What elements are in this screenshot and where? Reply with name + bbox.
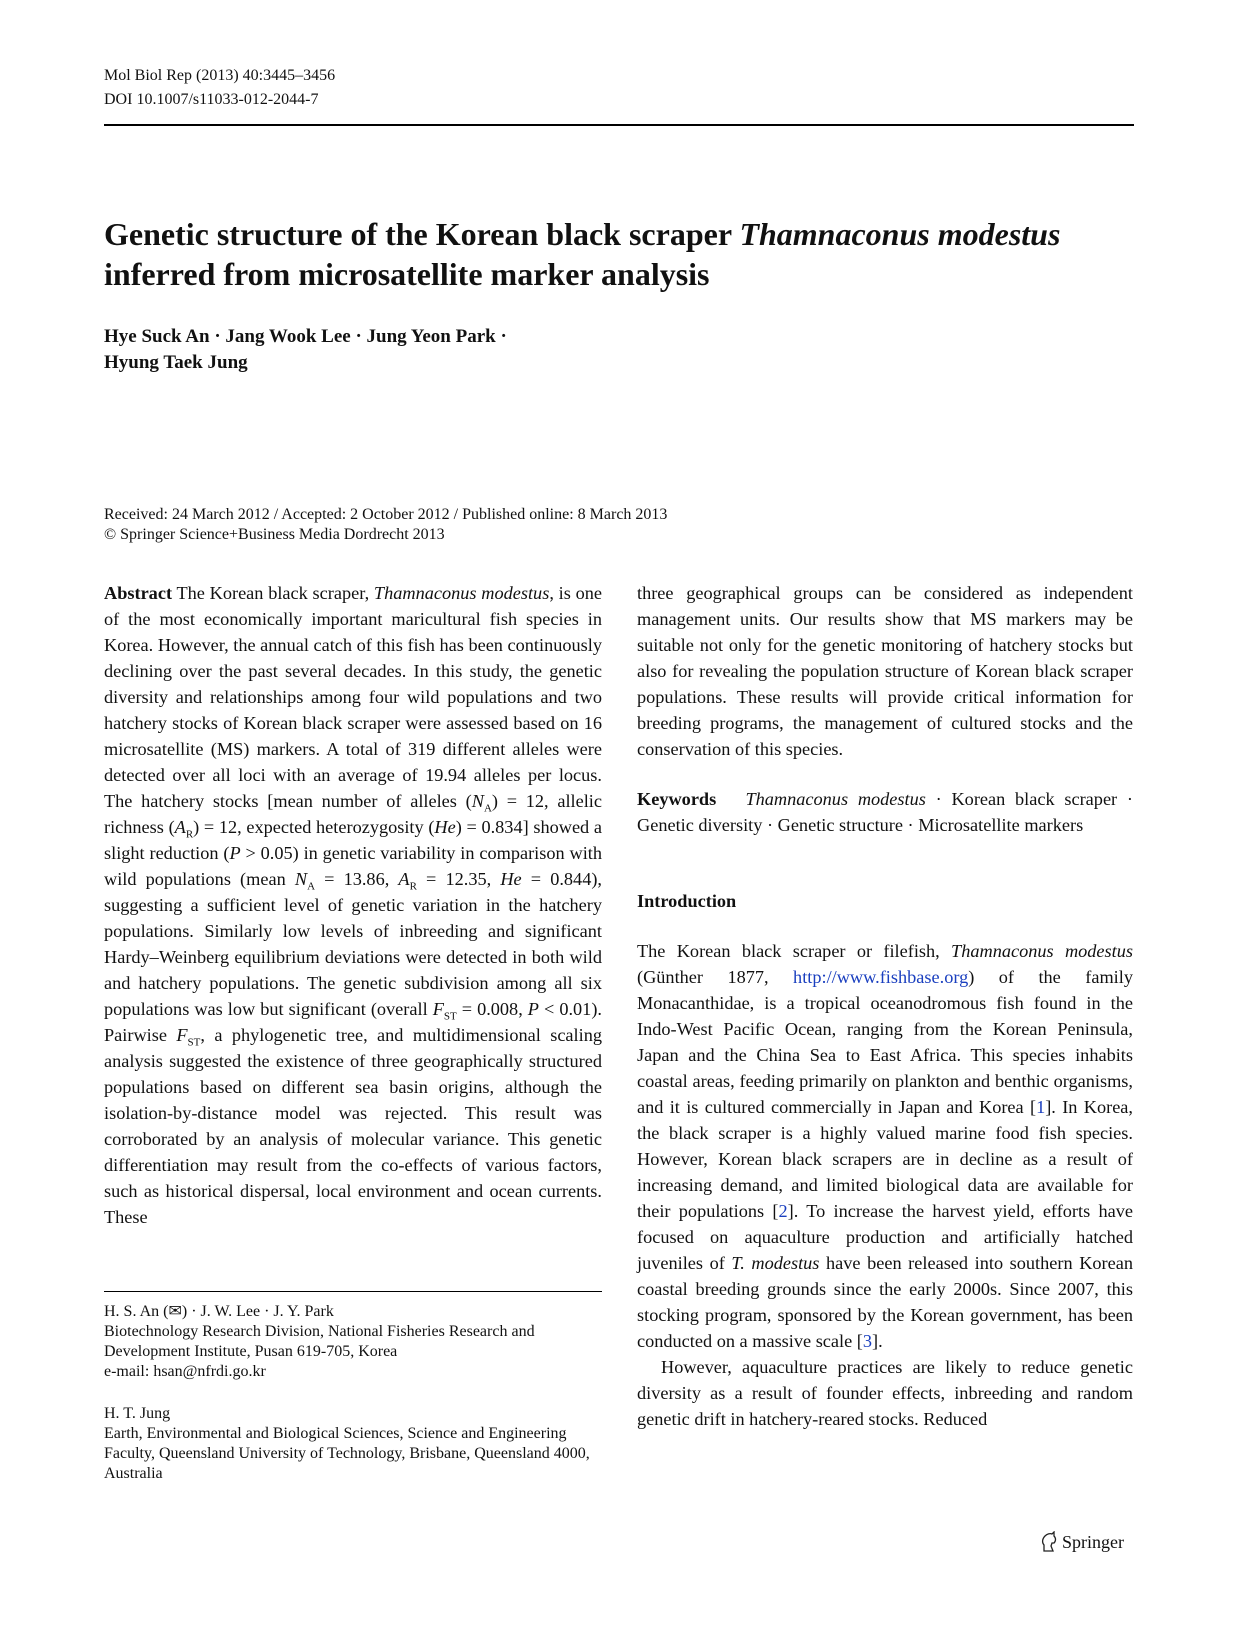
email: e-mail: hsan@nfrdi.go.kr [104, 1363, 266, 1380]
publisher-name: Springer [1062, 1532, 1124, 1552]
ref-link-3[interactable]: 3 [862, 1331, 873, 1351]
journal-citation: Mol Biol Rep (2013) 40:3445–3456 [104, 67, 336, 84]
intro-paragraph-2: However, aquaculture practices are likely to reduce genetic diversity as a result of founder effects, inbreeding and random genetic drift in hatchery-reared stocks. Reduced [637, 1357, 1133, 1429]
paper-title: Genetic structure of the Korean black scraper Thamnaconus modestus inferred from microsatellite marker analysis [104, 216, 1061, 292]
right-column [637, 580, 1133, 1432]
doi: DOI 10.1007/s11033-012-2044-7 [104, 91, 319, 108]
springer-horse-icon [1040, 1531, 1058, 1553]
section-heading-introduction: Introduction [637, 891, 737, 911]
left-column [104, 580, 602, 1230]
keywords: Keywords Thamnaconus modestus · Korean black scraper · Genetic diversity · Genetic structure · Microsatellite markers [637, 789, 1133, 835]
affiliation-1: H. S. An (✉) · J. W. Lee · J. Y. Park Biotechnology Research Division, National Fisheries Research and Development Institute, Pusan 619-705, Korea e-mail: hsan@nfrdi.go.kr [104, 1302, 602, 1382]
article-history [104, 505, 667, 545]
publication-dates: Received: 24 March 2012 / Accepted: 2 October 2012 / Published online: 8 March 2013 [104, 506, 668, 523]
author-list: Hye Suck An · Jang Wook Lee · Jung Yeon Park · Hyung Taek Jung [104, 326, 507, 373]
header-rule [104, 124, 1134, 126]
footnote-rule [104, 1291, 602, 1292]
publisher-logo [1040, 1530, 1124, 1554]
fishbase-link[interactable]: http://www.fishbase.org [793, 967, 969, 987]
ref-link-2[interactable]: 2 [778, 1201, 788, 1221]
abstract-continued: three geographical groups can be considered as independent management units. Our results show that MS markers may be suitable not only for the genetic monitoring of hatchery stocks but also for revealing the population structure of Korean black scraper populations. These results will provide critical information for breeding programs, the management of cultured stocks and the conservation of this species. [637, 583, 1133, 759]
abstract: Abstract The Korean black scraper, Thamnaconus modestus, is one of the most economically important maricultural fish species in Korea. However, the annual catch of this fish has been continuously declining over the past several decades. In this study, the genetic diversity and relationships among four wild populations and two hatchery stocks of Korean black scraper were assessed based on 16 microsatellite (MS) markers. A total of 319 different alleles were detected over all loci with an average of 19.94 alleles per locus. The hatchery stocks [mean number of alleles $(N_A) = 12$, allelic richness $(A_R) = 12$, expected heterozygosity (He) = 0.834] showed a slight reduction (P > 0.05) in genetic variability in comparison with wild populations (mean $N_A = 13.86$, $A_R = 12.35$, He = 0.844), suggesting a sufficient level of genetic variation in the hatchery populations. Similarly low levels of inbreeding and significant Hardy–Weinberg equilibrium deviations were detected in both wild and hatchery populations. The genetic subdivision among all six populations was low but significant (overall $F_{ST} = 0.008$, P < 0.01). Pairwise $F_{ST}$, a phylogenetic tree, and multidimensional scaling analysis suggested the existence of three geographically structured populations based on different sea basin origins, although the isolation-by-distance model was rejected. This result was corroborated by an analysis of molecular variance. This genetic differentiation may result from the co-effects of various factors, such as historical dispersal, local environment and ocean currents. These [104, 583, 603, 1227]
intro-paragraph-1: The Korean black scraper or filefish, Thamnaconus modestus (Günther 1877, http://www.fishbase.org) of the family Monacanthidae, is a tropical oceanodromous fish found in the Indo-West Pacific Ocean, ranging from the Korean Peninsula, Japan and the China Sea to East Africa. This species inhabits coastal areas, feeding primarily on plankton and benthic organisms, and it is cultured commercially in Japan and Korea [1]. In Korea, the black scraper is a highly valued marine food fish species. However, Korean black scrapers are in decline as a result of increasing demand, and limited biological data are available for their populations [2]. To increase the harvest yield, efforts have focused on aquaculture production and artificially hatched juveniles of T. modestus have been released into southern Korean coastal breeding grounds since the early 2000s. Since 2007, this stocking program, sponsored by the Korean government, has been conducted on a massive scale [3]. [637, 941, 1134, 1351]
ref-link-1[interactable]: 1 [1036, 1097, 1046, 1117]
copyright: © Springer Science+Business Media Dordrecht 2013 [104, 526, 445, 543]
abstract-label: Abstract [104, 583, 173, 603]
running-header [104, 64, 335, 112]
affiliation-2: H. T. Jung Earth, Environmental and Biological Sciences, Science and Engineering Faculty, Queensland University of Technology, Brisbane, Queensland 4000, Australia [104, 1405, 590, 1482]
